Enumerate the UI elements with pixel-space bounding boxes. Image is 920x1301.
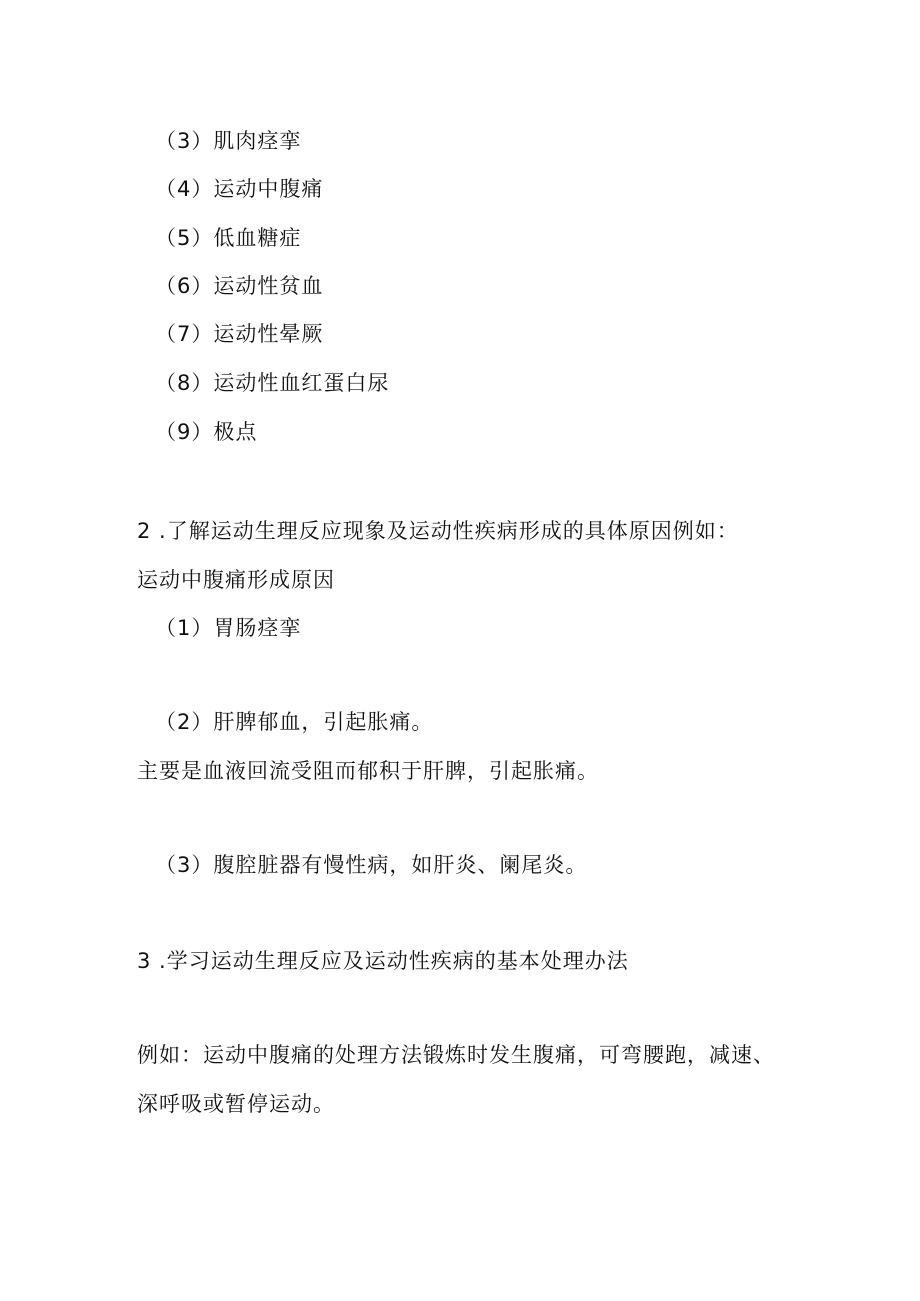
list-item: （4）运动中腹痛 (155, 177, 324, 201)
list-item: （8）运动性血红蛋白尿 (155, 371, 390, 395)
section-3-heading: 3 .学习运动生理反应及运动性疾病的基本处理办法 (137, 949, 629, 973)
list-item: （3）肌肉痉挛 (155, 129, 302, 153)
list-item: （7）运动性晕厥 (155, 322, 324, 346)
list-item: （9）极点 (155, 420, 258, 444)
section-2-subheading: 运动中腹痛形成原因 (137, 568, 335, 592)
list-item: （6）运动性贫血 (155, 274, 324, 298)
cause-item-3: （3）腹腔脏器有慢性病，如肝炎、阑尾炎。 (155, 853, 588, 877)
cause-explanation: 主要是血液回流受阻而郁积于肝脾，引起胀痛。 (137, 759, 599, 783)
list-item: （5）低血糖症 (155, 226, 302, 250)
example-paragraph-line: 例如：运动中腹痛的处理方法锻炼时发生腹痛，可弯腰跑，减速、 (137, 1043, 775, 1067)
example-paragraph-line: 深呼吸或暂停运动。 (137, 1092, 335, 1116)
cause-item-1: （1）胃肠痉挛 (155, 616, 302, 640)
cause-item-2: （2）肝脾郁血，引起胀痛。 (155, 710, 434, 734)
section-2-heading: 2 .了解运动生理反应现象及运动性疾病形成的具体原因例如： (137, 519, 739, 543)
